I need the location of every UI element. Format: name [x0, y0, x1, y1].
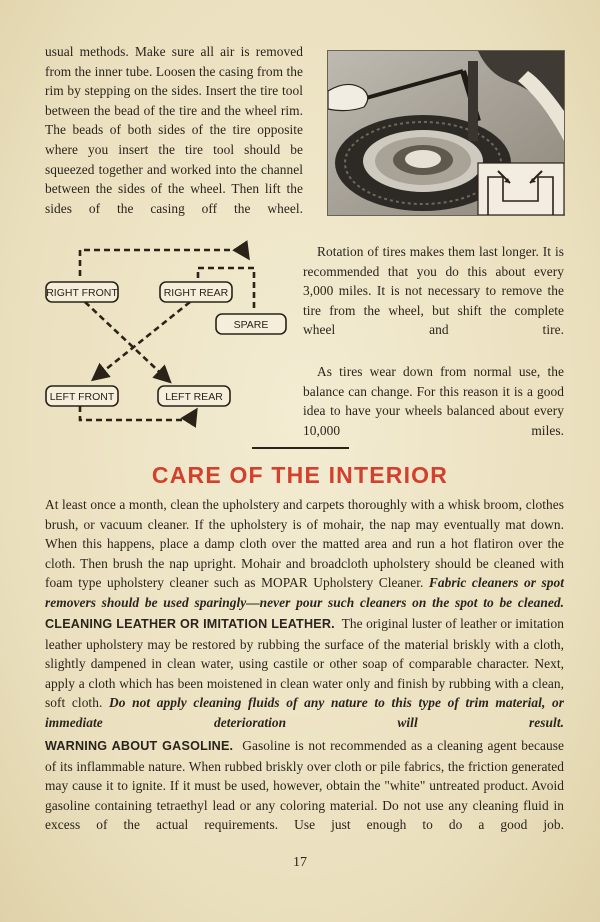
leather-paragraph: [45, 614, 564, 752]
page-number: 17: [293, 855, 307, 870]
tire-tool-illustration: [327, 50, 565, 216]
gasoline-text: Gasoline is not recommended as a cleaning agent because of its inflammable nature. When rubbed briskly over cloth or pile fabrics, the friction generated may cause it to ignite. If it must be used, however, obtain the "white" untreated product. Avoid gasoline containing tetraethyl lead or any coloring material. Do not use any cleaning fluid in excess of the actual requirements. Use just enough to do a good job.: [45, 738, 564, 833]
tire-left-front: [46, 386, 118, 406]
tire-spare: [216, 314, 286, 334]
gasoline-paragraph: [45, 736, 564, 855]
tire-rotation-diagram: [40, 240, 302, 440]
intro-text: At least once a month, clean the upholstery and carpets thoroughly with a whisk broom, clothes brush, or vacuum cleaner. If the upholstery is of mohair, the nap may eventually mat down. When this happens, place a damp cloth over the matted area and run a hot flatiron over the cloth. Then brush the nap upright. Mohair and broadcloth upholstery should be cleaned with foam type upholstery cleaner such as MOPAR Upholstery Cleaner.: [45, 497, 564, 591]
label-spare: SPARE: [233, 319, 269, 331]
rotation-paragraph: Rotation of tires makes them last longer. It is recommended that you do this about every 3,000 miles. It is not necessary to remove the tire from the wheel, but shift the complete wheel and tire.: [303, 244, 564, 338]
interior-intro-paragraph: [45, 495, 564, 632]
section-heading: CARE OF THE INTERIOR: [151, 462, 449, 488]
label-left-front: LEFT FRONT: [49, 391, 115, 403]
tire-removal-paragraph: usual methods. Make sure all air is removed from the inner tube. Loosen the casing from the rim by stepping on the sides. Insert the tire tool between the bead of the tire and the wheel rim. The beads of both sides of the tire opposite where you insert the tire tool should be squeezed together and worked into the channel between the sides of the wheel. Then lift the sides of the casing off the wheel.: [45, 44, 303, 216]
label-right-rear: RIGHT REAR: [163, 287, 229, 299]
section-divider: [252, 447, 349, 449]
leather-italic-warning: Do not apply cleaning fluids of any nature to this type of trim material, or immediate deterioration will result.: [45, 695, 564, 730]
tire-right-rear: [160, 282, 232, 302]
leather-lead: CLEANING LEATHER OR IMITATION LEATHER.: [45, 617, 335, 631]
intro-italic-warning: Fabric cleaners or spot removers should be used sparingly—never pour such cleaners on the spot to be cleaned.: [45, 575, 564, 610]
tire-right-front: [46, 282, 118, 302]
tire-left-rear: [158, 386, 230, 406]
leather-text: The original luster of leather or imitation leather upholstery may be restored by rubbing the surface of the material briskly with a cloth, slightly dampened in clean water, using castile or other soap of comparable character. Next, apply a cloth which has been moistened in clean water only and finish by rubbing with a clean, soft cloth.: [45, 616, 564, 711]
label-left-rear: LEFT REAR: [165, 391, 223, 403]
balance-paragraph: As tires wear down from normal use, the balance can change. For this reason it is a good idea to have your wheels balanced about every 10,000 miles.: [303, 364, 564, 438]
tire-tool-drawing: [328, 51, 564, 215]
label-right-front: RIGHT FRONT: [46, 287, 118, 299]
gasoline-lead: WARNING ABOUT GASOLINE.: [45, 739, 234, 753]
